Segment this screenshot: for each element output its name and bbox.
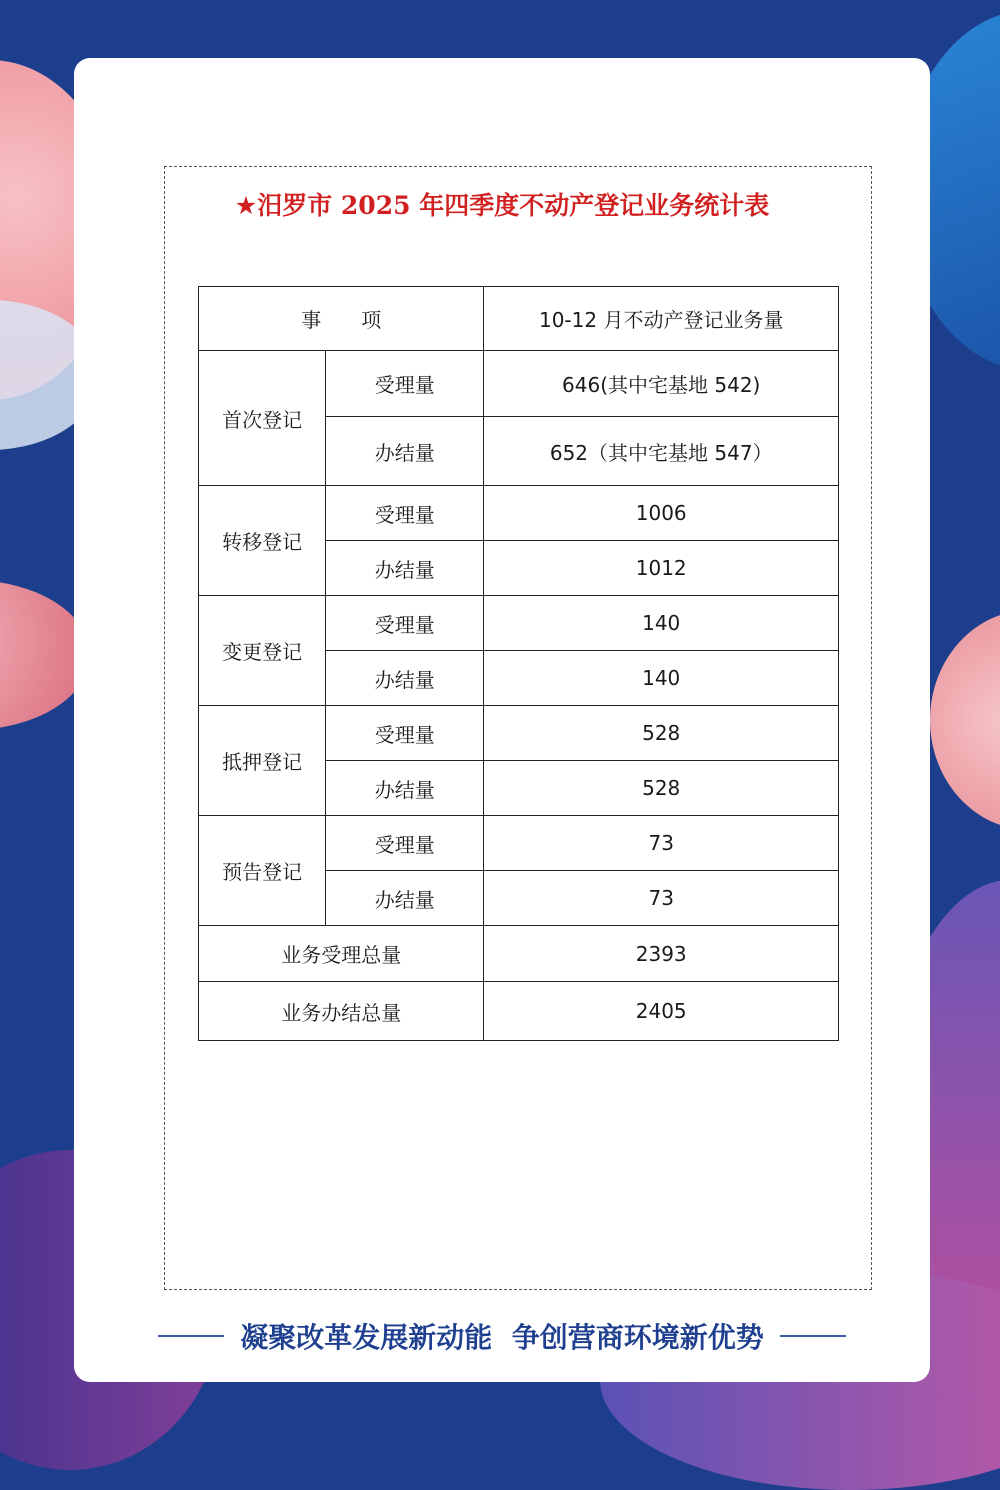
row-label: 办结量 [326, 541, 484, 596]
row-label: 受理量 [326, 486, 484, 541]
group-name: 抵押登记 [199, 706, 326, 816]
total-row [199, 982, 839, 1041]
row-value: 652（其中宅基地 547） [484, 417, 839, 486]
table-row [199, 486, 839, 541]
total-label: 业务受理总量 [199, 926, 484, 982]
row-value: 1012 [484, 541, 839, 596]
row-value: 1006 [484, 486, 839, 541]
row-label: 受理量 [326, 706, 484, 761]
row-label: 受理量 [326, 596, 484, 651]
row-label: 受理量 [326, 351, 484, 417]
total-value: 2393 [484, 926, 839, 982]
document-card [74, 58, 930, 1382]
row-value: 140 [484, 596, 839, 651]
group-name: 首次登记 [199, 351, 326, 486]
slogan-line-left [158, 1335, 224, 1337]
row-value: 528 [484, 761, 839, 816]
row-label: 办结量 [326, 871, 484, 926]
slogan-line-right [780, 1335, 846, 1337]
group-name: 转移登记 [199, 486, 326, 596]
table-row [199, 816, 839, 871]
row-value: 73 [484, 816, 839, 871]
table-row [199, 596, 839, 651]
total-label: 业务办结总量 [199, 982, 484, 1041]
row-label: 办结量 [326, 761, 484, 816]
row-value: 528 [484, 706, 839, 761]
row-value: 140 [484, 651, 839, 706]
header-item: 事 项 [199, 287, 484, 351]
background-shape [930, 610, 1000, 830]
statistics-table [198, 286, 839, 1041]
footer-slogan [74, 1316, 930, 1356]
total-row [199, 926, 839, 982]
row-value: 73 [484, 871, 839, 926]
table-header-row [199, 287, 839, 351]
row-label: 办结量 [326, 651, 484, 706]
page-title [74, 186, 930, 222]
title-text: 汨罗市 2025 年四季度不动产登记业务统计表 [257, 191, 770, 220]
total-value: 2405 [484, 982, 839, 1041]
row-label: 办结量 [326, 417, 484, 486]
row-value: 646(其中宅基地 542) [484, 351, 839, 417]
table-row [199, 351, 839, 417]
slogan-text: 凝聚改革发展新动能 争创营商环境新优势 [240, 1321, 764, 1354]
header-volume: 10-12 月不动产登记业务量 [484, 287, 839, 351]
row-label: 受理量 [326, 816, 484, 871]
group-name: 变更登记 [199, 596, 326, 706]
star-icon: ★ [234, 191, 258, 220]
group-name: 预告登记 [199, 816, 326, 926]
table-row [199, 706, 839, 761]
